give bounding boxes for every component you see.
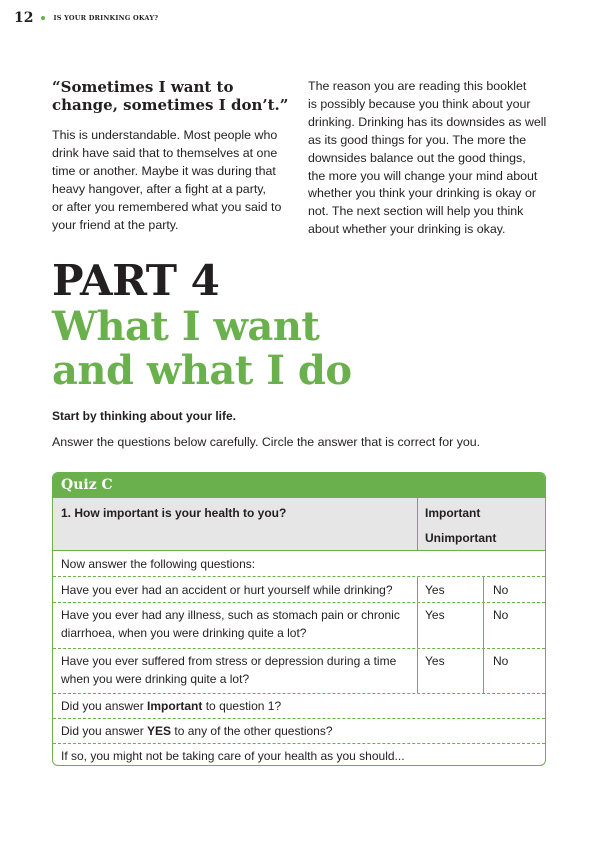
text-line: whether you think your drinking is okay or: [308, 186, 536, 201]
question-row: [53, 603, 545, 649]
answer-yes[interactable]: Yes: [425, 583, 445, 597]
column-divider: [483, 577, 484, 602]
intro-bold-text: Start by thinking about your life.: [52, 409, 237, 423]
left-column: [52, 78, 292, 234]
column-divider: [417, 498, 418, 550]
text-line: This is understandable. Most people who: [52, 128, 278, 142]
question-text: when you were drinking quite a lot?: [61, 672, 250, 686]
followup-text: [61, 699, 281, 713]
text-line: your friend at the party.: [52, 217, 179, 232]
question-row: [53, 649, 545, 694]
answer-no[interactable]: No: [493, 608, 509, 622]
option-important[interactable]: Important: [425, 506, 481, 520]
column-divider: [483, 649, 484, 693]
question-row: [53, 577, 545, 603]
answer-yes[interactable]: Yes: [425, 608, 445, 622]
question-1-text: 1. How important is your health to you?: [61, 506, 287, 520]
option-unimportant[interactable]: Unimportant: [425, 531, 497, 545]
quote-line: change, sometimes I don’t.”: [52, 96, 289, 114]
text-line: drink have said that to themselves at one: [52, 145, 278, 160]
subtitle-line: and what I do: [52, 347, 352, 394]
column-divider: [417, 603, 418, 648]
left-paragraph: [52, 127, 292, 234]
emphasis-text: Important: [147, 699, 203, 713]
conclusion-row: [53, 744, 545, 766]
text-fragment: Did you answer: [61, 699, 148, 713]
text-line: heavy hangover, after a fight at a party,: [52, 181, 266, 196]
running-title: IS YOUR DRINKING OKAY?: [53, 14, 159, 22]
text-line: is possibly because you think about your: [308, 96, 531, 111]
text-line: not. The next section will help you think: [308, 204, 524, 219]
conclusion-text: If so, you might not be taking care of your health as you should...: [61, 749, 405, 763]
right-paragraph: [308, 78, 553, 239]
question-text: Have you ever suffered from stress or depression during a time: [61, 654, 397, 668]
text-line: downsides balance out the good things,: [308, 150, 526, 165]
page-number: 12: [14, 10, 34, 26]
section-subtitle: [52, 305, 352, 393]
part-heading: PART 4: [52, 256, 220, 305]
intro-text: Answer the questions below carefully. Circle the answer that is correct for you.: [52, 435, 481, 449]
text-line: The reason you are reading this booklet: [308, 79, 527, 93]
text-line: about whether your drinking is okay.: [308, 222, 506, 237]
text-line: or after you remembered what you said to: [52, 199, 282, 214]
text-fragment: Did you answer: [61, 724, 148, 738]
right-column: [308, 78, 553, 239]
question-text: Have you ever had an accident or hurt yourself while drinking?: [61, 583, 393, 597]
column-divider: [417, 649, 418, 693]
quote-line: “Sometimes I want to: [52, 78, 234, 96]
followup-row: [53, 694, 545, 719]
column-divider: [483, 603, 484, 648]
subtitle-line: What I want: [52, 303, 320, 350]
followup-text: [61, 724, 333, 738]
instruction-text: Now answer the following questions:: [61, 557, 256, 571]
emphasis-text: YES: [147, 724, 172, 738]
question-text: Have you ever had any illness, such as stomach pain or chronic: [61, 608, 400, 622]
text-fragment: to any of the other questions?: [171, 724, 333, 738]
instruction-row: [53, 551, 545, 577]
text-line: drinking. Drinking has its downsides as well: [308, 114, 547, 129]
quiz-c-table: [52, 472, 546, 766]
followup-row: [53, 719, 545, 744]
column-divider: [417, 577, 418, 602]
answer-no[interactable]: No: [493, 654, 509, 668]
answer-no[interactable]: No: [493, 583, 509, 597]
text-fragment: to question 1?: [202, 699, 282, 713]
answer-yes[interactable]: Yes: [425, 654, 445, 668]
question-text: diarrhoea, when you were drinking quite a lot?: [61, 626, 307, 640]
bullet-dot-icon: [41, 16, 45, 20]
pull-quote: [52, 78, 292, 114]
page-header: [14, 10, 158, 26]
question-1-row: [53, 498, 545, 551]
text-line: time or another. Maybe it was during that: [52, 163, 276, 178]
text-line: as its good things for you. The more the: [308, 132, 527, 147]
quiz-title: Quiz C: [53, 473, 545, 498]
text-line: the more you will change your mind about: [308, 168, 538, 183]
